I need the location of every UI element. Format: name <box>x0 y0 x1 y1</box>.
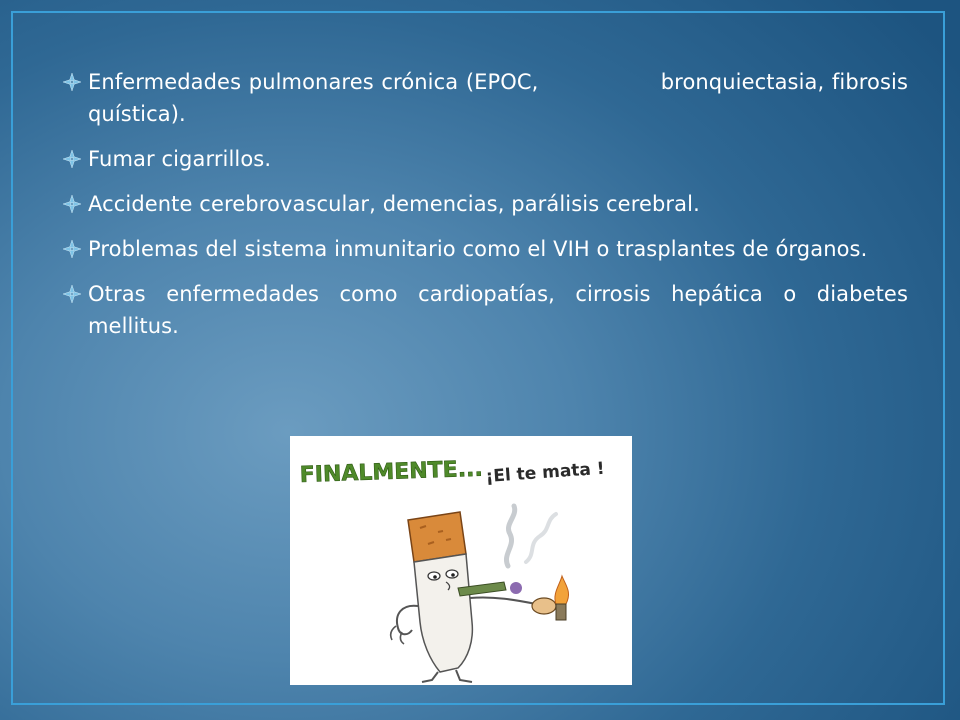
lighter <box>556 604 566 620</box>
diamond-bullet-icon <box>62 72 82 92</box>
cartoon-hand-right <box>532 598 556 614</box>
diamond-bullet-icon <box>62 284 82 304</box>
bullet-item <box>60 278 908 342</box>
small-figure-head <box>510 582 522 594</box>
bullet-text: Problemas del sistema inmunitario como el VIH o trasplantes de órganos. <box>88 237 868 261</box>
bullet-item <box>60 188 908 220</box>
cigarette-filter <box>408 512 466 562</box>
diamond-bullet-icon <box>62 149 82 169</box>
bullet-text: Enfermedades pulmonares crónica (EPOC, bronquiectasia, fibrosis quística). <box>88 70 908 126</box>
bullet-item <box>60 143 908 175</box>
bullet-list <box>60 66 908 355</box>
diamond-bullet-icon <box>62 194 82 214</box>
diamond-bullet-icon <box>62 239 82 259</box>
bullet-item <box>60 233 908 265</box>
caption-finalmente: FINALMENTE... <box>299 456 484 488</box>
cigarette-cartoon-illustration <box>290 436 632 685</box>
caption-el-te-mata: ¡El te mata ! <box>484 458 606 487</box>
bullet-text: Accidente cerebrovascular, demencias, parálisis cerebral. <box>88 192 700 216</box>
bullet-item <box>60 66 908 130</box>
bullet-text: Otras enfermedades como cardiopatías, cirrosis hepática o diabetes mellitus. <box>88 282 908 338</box>
bullet-text: Fumar cigarrillos. <box>88 147 272 171</box>
cigarette-cartoon-image <box>290 436 632 685</box>
